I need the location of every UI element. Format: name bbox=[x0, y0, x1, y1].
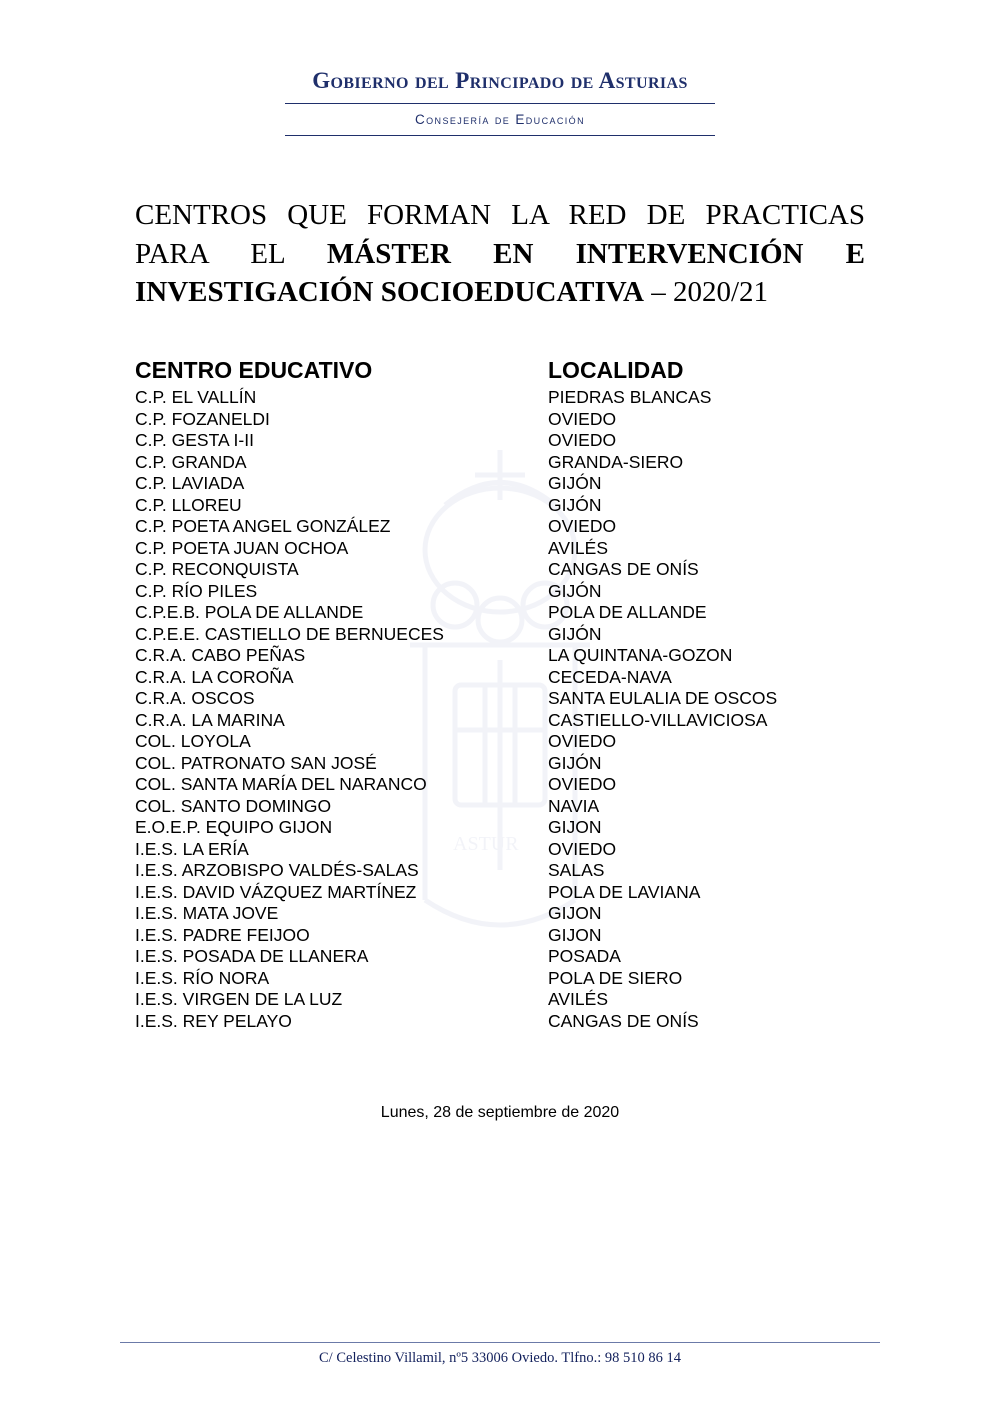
cell-localidad: CASTIELLO-VILLAVICIOSA bbox=[548, 709, 768, 730]
cell-localidad: AVILÉS bbox=[548, 537, 608, 558]
cell-localidad: POLA DE ALLANDE bbox=[548, 602, 707, 623]
cell-centro: C.P. FOZANELDI bbox=[135, 408, 270, 429]
column-header-centro: CENTRO EDUCATIVO bbox=[135, 357, 373, 384]
cell-localidad: CECEDA-NAVA bbox=[548, 666, 672, 687]
cell-localidad: POLA DE SIERO bbox=[548, 967, 683, 988]
cell-localidad: POLA DE LAVIANA bbox=[548, 881, 701, 902]
cell-centro: I.E.S. VIRGEN DE LA LUZ bbox=[135, 989, 343, 1010]
cell-localidad: GIJON bbox=[548, 903, 602, 924]
cell-localidad: GIJÓN bbox=[548, 623, 602, 644]
cell-centro: COL. SANTO DOMINGO bbox=[135, 795, 332, 816]
cell-centro: C.R.A. CABO PEÑAS bbox=[135, 645, 306, 666]
page-title-part1: CENTROS QUE FORMAN LA RED DE PRACTICAS PARA EL bbox=[135, 199, 865, 270]
svg-text:ASTUR: ASTUR bbox=[453, 833, 519, 855]
cell-centro: COL. LOYOLA bbox=[135, 731, 251, 752]
cell-centro: I.E.S. PADRE FEIJOO bbox=[135, 924, 310, 945]
table-row bbox=[135, 882, 865, 904]
table-row bbox=[135, 753, 865, 775]
cell-centro: I.E.S. LA ERÍA bbox=[135, 838, 249, 859]
cell-centro: I.E.S. REY PELAYO bbox=[135, 1010, 292, 1031]
letterhead-divider-top bbox=[285, 103, 715, 104]
cell-localidad: CANGAS DE ONÍS bbox=[548, 1010, 699, 1031]
table-row bbox=[135, 387, 865, 409]
cell-centro: C.P.E.E. CASTIELLO DE BERNUECES bbox=[135, 623, 444, 644]
cell-centro: COL. SANTA MARÍA DEL NARANCO bbox=[135, 774, 427, 795]
cell-centro: C.P. LAVIADA bbox=[135, 473, 245, 494]
table-row bbox=[135, 495, 865, 517]
letterhead bbox=[0, 0, 1000, 136]
cell-centro: C.R.A. OSCOS bbox=[135, 688, 255, 709]
page-title-bold: MÁSTER EN INTERVENCIÓN E INVESTIGACIÓN SOCIOEDUCATIVA bbox=[135, 237, 865, 308]
cell-centro: C.P. POETA ANGEL GONZÁLEZ bbox=[135, 516, 391, 537]
cell-localidad: OVIEDO bbox=[548, 774, 617, 795]
table-row bbox=[135, 452, 865, 474]
cell-centro: C.P. POETA JUAN OCHOA bbox=[135, 537, 349, 558]
table-row bbox=[135, 602, 865, 624]
cell-centro: C.P. RECONQUISTA bbox=[135, 559, 299, 580]
cell-localidad: AVILÉS bbox=[548, 989, 608, 1010]
cell-localidad: GIJON bbox=[548, 817, 602, 838]
table-row bbox=[135, 516, 865, 538]
cell-localidad: PIEDRAS BLANCAS bbox=[548, 387, 712, 408]
document-body bbox=[0, 196, 1000, 1122]
table-row bbox=[135, 688, 865, 710]
table-row bbox=[135, 925, 865, 947]
column-header-localidad: LOCALIDAD bbox=[548, 357, 684, 384]
page-title-part2: – 2020/21 bbox=[643, 275, 769, 308]
cell-centro: C.P. LLOREU bbox=[135, 494, 242, 515]
cell-centro: I.E.S. DAVID VÁZQUEZ MARTÍNEZ bbox=[135, 881, 417, 902]
cell-localidad: GRANDA-SIERO bbox=[548, 451, 684, 472]
cell-localidad: SALAS bbox=[548, 860, 605, 881]
table-row bbox=[135, 860, 865, 882]
table-row bbox=[135, 1011, 865, 1033]
centers-table bbox=[135, 355, 865, 1032]
cell-localidad: OVIEDO bbox=[548, 408, 617, 429]
table-row bbox=[135, 559, 865, 581]
page-footer bbox=[0, 1342, 1000, 1367]
table-row bbox=[135, 645, 865, 667]
cell-localidad: GIJÓN bbox=[548, 580, 602, 601]
letterhead-divider-bottom bbox=[285, 135, 715, 136]
table-row bbox=[135, 989, 865, 1011]
table-row bbox=[135, 946, 865, 968]
cell-centro: E.O.E.P. EQUIPO GIJON bbox=[135, 817, 333, 838]
footer-address: C/ Celestino Villamil, nº5 33006 Oviedo. Tlfno.: 98 510 86 14 bbox=[319, 1350, 681, 1366]
table-row bbox=[135, 839, 865, 861]
cell-centro: C.P.E.B. POLA DE ALLANDE bbox=[135, 602, 364, 623]
cell-localidad: LA QUINTANA-GOZON bbox=[548, 645, 733, 666]
cell-localidad: GIJÓN bbox=[548, 752, 602, 773]
cell-localidad: CANGAS DE ONÍS bbox=[548, 559, 699, 580]
table-row bbox=[135, 710, 865, 732]
cell-centro: C.R.A. LA COROÑA bbox=[135, 666, 294, 687]
cell-localidad: OVIEDO bbox=[548, 838, 617, 859]
cell-localidad: OVIEDO bbox=[548, 731, 617, 752]
cell-localidad: GIJÓN bbox=[548, 494, 602, 515]
table-row bbox=[135, 817, 865, 839]
table-row bbox=[135, 430, 865, 452]
table-row bbox=[135, 968, 865, 990]
cell-localidad: SANTA EULALIA DE OSCOS bbox=[548, 688, 778, 709]
cell-centro: I.E.S. ARZOBISPO VALDÉS-SALAS bbox=[135, 860, 419, 881]
table-row bbox=[135, 667, 865, 689]
department-subtitle: Consejería de Educación bbox=[415, 112, 585, 128]
table-row bbox=[135, 731, 865, 753]
page-title bbox=[135, 196, 865, 311]
cell-localidad: GIJÓN bbox=[548, 473, 602, 494]
cell-centro: C.R.A. LA MARINA bbox=[135, 709, 285, 730]
table-row bbox=[135, 538, 865, 560]
cell-centro: C.P. EL VALLÍN bbox=[135, 387, 257, 408]
cell-centro: C.P. GESTA I-II bbox=[135, 430, 254, 451]
organization-title: Gobierno del Principado de Asturias bbox=[312, 68, 688, 93]
table-row bbox=[135, 581, 865, 603]
table-row bbox=[135, 409, 865, 431]
footer-divider bbox=[120, 1342, 880, 1343]
document-date: Lunes, 28 de septiembre de 2020 bbox=[380, 1104, 620, 1122]
table-row bbox=[135, 624, 865, 646]
cell-localidad: OVIEDO bbox=[548, 516, 617, 537]
cell-centro: I.E.S. RÍO NORA bbox=[135, 967, 270, 988]
cell-localidad: GIJON bbox=[548, 924, 602, 945]
table-row bbox=[135, 796, 865, 818]
cell-localidad: OVIEDO bbox=[548, 430, 617, 451]
cell-localidad: NAVIA bbox=[548, 795, 600, 816]
table-row bbox=[135, 903, 865, 925]
table-row bbox=[135, 774, 865, 796]
table-row bbox=[135, 473, 865, 495]
cell-localidad: POSADA bbox=[548, 946, 621, 967]
cell-centro: C.P. RÍO PILES bbox=[135, 580, 258, 601]
table-header-row bbox=[135, 355, 865, 385]
cell-centro: I.E.S. POSADA DE LLANERA bbox=[135, 946, 369, 967]
cell-centro: COL. PATRONATO SAN JOSÉ bbox=[135, 752, 377, 773]
cell-centro: C.P. GRANDA bbox=[135, 451, 247, 472]
cell-centro: I.E.S. MATA JOVE bbox=[135, 903, 279, 924]
